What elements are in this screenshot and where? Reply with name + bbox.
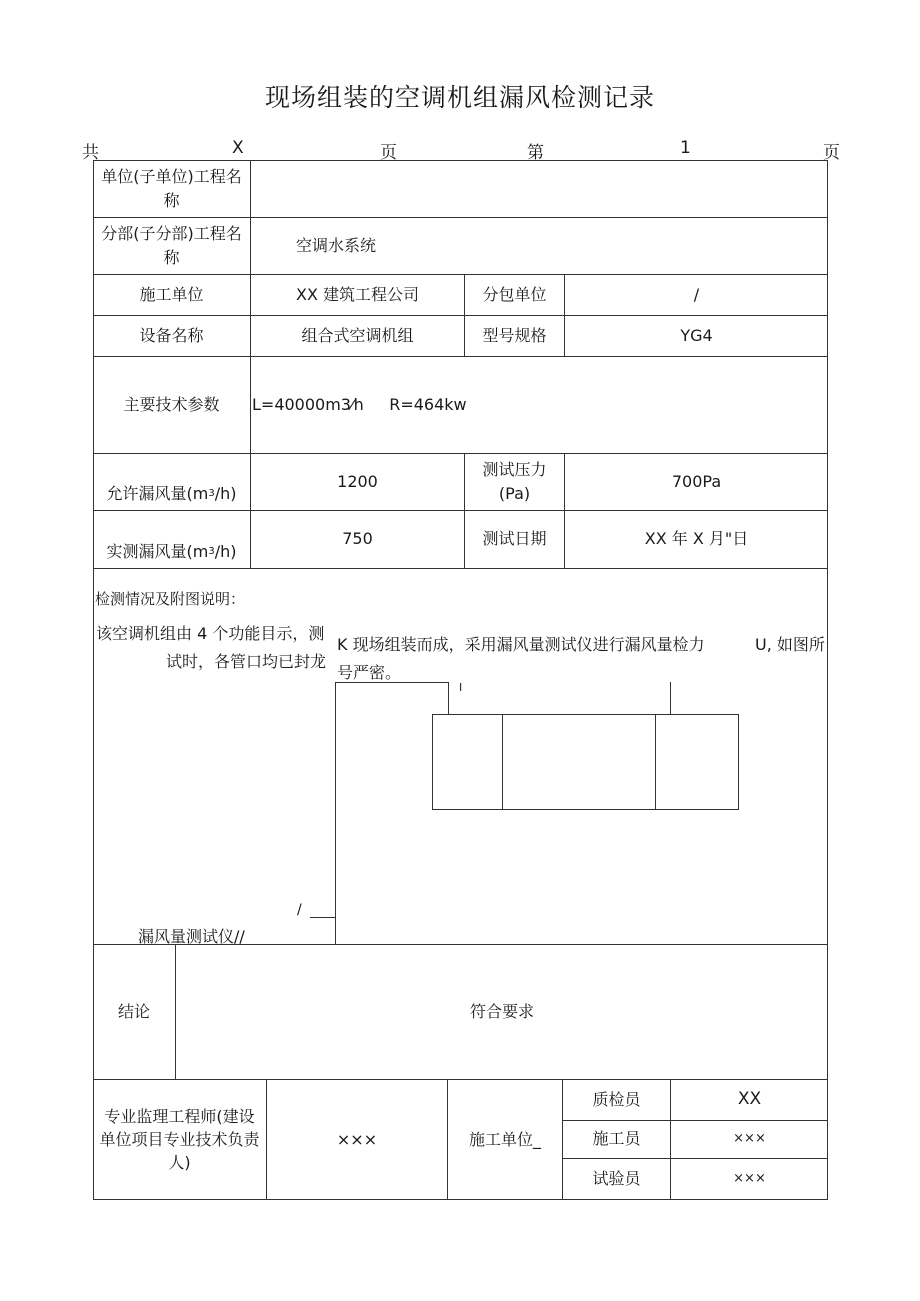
inspection-text-right-3: 号严密。: [337, 663, 402, 682]
page-current-label: 第: [527, 143, 544, 163]
inspection-text-right-1: K 现场组装而成，采用漏风量测试仪进行漏风量检力: [337, 635, 705, 654]
page-total-value: X: [232, 138, 244, 158]
allowed-leak-value: 1200: [337, 471, 378, 491]
leak-tester-label: 漏风量测试仪//: [138, 927, 245, 946]
sub-project-label: [93, 217, 250, 274]
subcontractor-value: /: [693, 284, 700, 304]
tester-value: ×××: [733, 1170, 766, 1186]
diagram-line: [502, 714, 503, 810]
measured-leak-label-text: 实测漏风量(m: [106, 542, 209, 562]
qc-inspector-value: XX: [737, 1089, 762, 1110]
params-value: L=40000m3⁄h R=464kw: [252, 394, 467, 414]
test-pressure-value: 700Pa: [671, 471, 722, 491]
equipment-value: 组合式空调机组: [301, 325, 414, 345]
sub-project-value: 空调水系统: [296, 235, 377, 255]
test-pressure-label-line1: 测试压力: [482, 460, 547, 480]
test-date-label: 测试日期: [482, 529, 547, 549]
engineer-signature: ×××: [336, 1129, 378, 1149]
builder-value: ×××: [733, 1130, 766, 1146]
subcontractor-label: 分包单位: [482, 284, 547, 304]
diagram-line: [670, 682, 671, 714]
project-name-label-line1: 单位(子单位)工程名: [101, 167, 242, 187]
contractor-label: 施工单位: [139, 284, 204, 304]
engineer-label-line3: 人): [168, 1153, 191, 1173]
sub-project-label-line2: 称: [163, 247, 180, 267]
diagram-line: [655, 714, 656, 810]
engineer-label-line2: 单位项目专业技术负责: [99, 1129, 260, 1149]
test-pressure-label: [465, 453, 564, 510]
page-title: 现场组装的空调机组漏风检测记录: [264, 83, 655, 112]
diagram-line: [310, 917, 335, 918]
diagram-line: [448, 682, 449, 714]
page-current-unit: 页: [823, 143, 840, 163]
construction-unit-label: 施工单位_: [468, 1129, 541, 1149]
sub-project-label-line1: 分部(子分部)工程名: [101, 224, 242, 244]
project-name-label-line2: 称: [163, 190, 180, 210]
diagram-slash-mark: /: [297, 902, 302, 918]
allowed-leak-label-text: 允许漏风量(m: [106, 484, 209, 504]
engineer-label: [93, 1079, 266, 1200]
inspection-text-right-2: U, 如图所: [755, 635, 825, 654]
test-date-value: XX 年 X 月"日: [644, 529, 749, 549]
diagram-line: [335, 682, 449, 683]
inspection-text-left-1: 该空调机组由 4 个功能目示，测: [96, 624, 325, 643]
params-label: 主要技术参数: [123, 394, 220, 414]
project-name-label: [93, 160, 250, 217]
model-value: YG4: [680, 325, 713, 345]
page-current-value: 1: [680, 138, 691, 158]
page-total-unit: 页: [380, 143, 397, 163]
qc-inspector-label: 质检员: [592, 1089, 641, 1109]
allowed-leak-suffix: /h): [214, 484, 237, 504]
test-pressure-label-line2: (Pa): [498, 483, 531, 503]
equipment-label: 设备名称: [139, 325, 204, 345]
builder-label: 施工员: [592, 1129, 641, 1149]
measured-leak-suffix: /h): [214, 542, 237, 562]
model-label: 型号规格: [482, 325, 547, 345]
tester-label: 试验员: [592, 1169, 641, 1189]
allowed-leak-label: 允许漏风量(m 3 /h): [93, 478, 250, 510]
diagram-line: [335, 682, 336, 944]
page-total-label: 共: [82, 143, 99, 163]
measured-leak-value: 750: [342, 529, 373, 549]
diagram-small-mark: I: [459, 681, 463, 694]
conclusion-label: 结论: [117, 1001, 150, 1021]
inspection-text-left-2: 试时，各管口均已封龙: [166, 652, 327, 671]
engineer-label-line1: 专业监理工程师(建设: [104, 1106, 255, 1126]
measured-leak-label: 实测漏风量(m 3 /h): [93, 536, 250, 568]
inspection-heading: 检测情况及附图说明：: [95, 590, 246, 608]
conclusion-value: 符合要求: [469, 1001, 534, 1021]
contractor-value: XX 建筑工程公司: [295, 284, 419, 304]
project-name-value: [251, 160, 828, 217]
row-line: [93, 568, 828, 569]
air-handling-unit-box: [432, 714, 739, 810]
